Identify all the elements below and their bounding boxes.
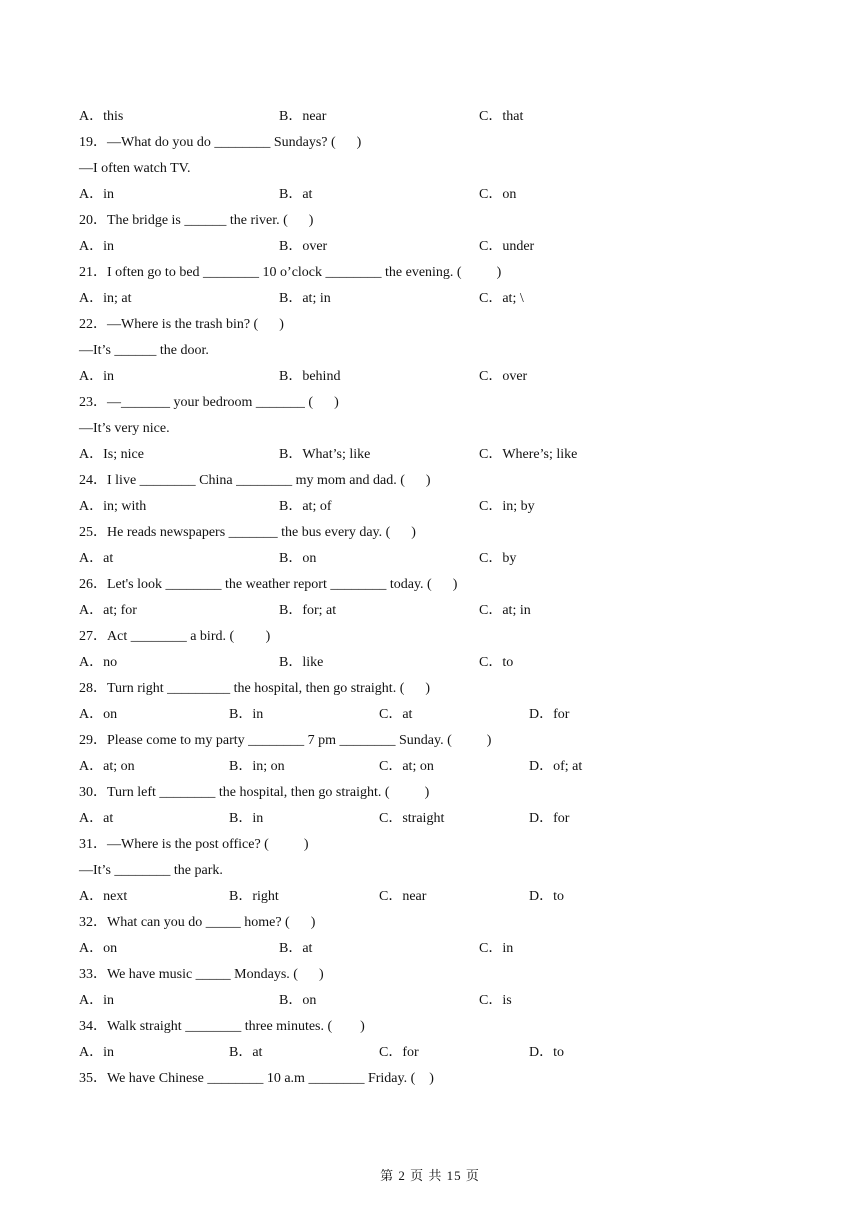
answer-option: D．for xyxy=(529,811,570,826)
answer-options xyxy=(79,991,779,1017)
answer-option: C．under xyxy=(479,239,535,254)
answer-option: A．next xyxy=(79,889,128,904)
answer-option: A．on xyxy=(79,707,118,722)
answer-option: A．at; on xyxy=(79,759,135,774)
question-line: 29．Please come to my party ________ 7 pm ________ Sunday. ( ) xyxy=(79,733,492,748)
answer-option: A．in xyxy=(79,1045,114,1060)
answer-option: A．in xyxy=(79,187,114,202)
question-line: 20．The bridge is ______ the river. ( ) xyxy=(79,213,314,228)
answer-option: A．on xyxy=(79,941,118,956)
answer-option: B．on xyxy=(279,551,317,566)
question-line: 32．What can you do _____ home? ( ) xyxy=(79,915,316,930)
answer-option: B．in xyxy=(229,707,264,722)
answer-options xyxy=(79,887,779,913)
question-line: 30．Turn left ________ the hospital, then go straight. ( ) xyxy=(79,785,430,800)
answer-option: C．in; by xyxy=(479,499,535,514)
answer-options xyxy=(79,237,779,263)
answer-option: C．in xyxy=(479,941,514,956)
answer-option: A．at xyxy=(79,551,114,566)
answer-option: B．near xyxy=(279,109,327,124)
answer-option: A．in; with xyxy=(79,499,147,514)
answer-option: A．at; for xyxy=(79,603,137,618)
answer-option: D．of; at xyxy=(529,759,583,774)
answer-options xyxy=(79,549,779,575)
answer-option: B．in xyxy=(229,811,264,826)
question-line: 26．Let's look ________ the weather report ________ today. ( ) xyxy=(79,577,458,592)
answer-option: C．for xyxy=(379,1045,419,1060)
answer-option: C．is xyxy=(479,993,512,1008)
answer-option: B．behind xyxy=(279,369,341,384)
question-line: —It’s ______ the door. xyxy=(79,343,209,358)
answer-option: C．to xyxy=(479,655,514,670)
answer-option: B．like xyxy=(279,655,324,670)
answer-option: B．at xyxy=(229,1045,263,1060)
question-line: 35．We have Chinese ________ 10 a.m ________ Friday. ( ) xyxy=(79,1071,434,1086)
answer-options xyxy=(79,445,779,471)
answer-options xyxy=(79,289,779,315)
question-line: 25．He reads newspapers _______ the bus every day. ( ) xyxy=(79,525,416,540)
answer-option: D．for xyxy=(529,707,570,722)
answer-option: C．straight xyxy=(379,811,445,826)
question-line: —It’s very nice. xyxy=(79,421,170,436)
page-footer: 第 2 页 共 15 页 xyxy=(380,1168,480,1183)
answer-option: B．over xyxy=(279,239,328,254)
question-line: 24．I live ________ China ________ my mom and dad. ( ) xyxy=(79,473,431,488)
answer-options xyxy=(79,757,779,783)
answer-option: C．Where’s; like xyxy=(479,447,578,462)
answer-option: A．in xyxy=(79,239,114,254)
answer-option: C．at; on xyxy=(379,759,434,774)
answer-option: A．at xyxy=(79,811,114,826)
question-line: —I often watch TV. xyxy=(79,161,191,176)
answer-option: C．at xyxy=(379,707,413,722)
answer-options xyxy=(79,1043,779,1069)
answer-option: B．What’s; like xyxy=(279,447,371,462)
question-line: 28．Turn right _________ the hospital, then go straight. ( ) xyxy=(79,681,431,696)
question-line: 27．Act ________ a bird. ( ) xyxy=(79,629,271,644)
answer-option: A．in xyxy=(79,369,114,384)
answer-option: B．at; of xyxy=(279,499,332,514)
answer-options xyxy=(79,367,779,393)
answer-option: A．Is; nice xyxy=(79,447,144,462)
answer-option: A．in xyxy=(79,993,114,1008)
question-line: 31．—Where is the post office? ( ) xyxy=(79,837,309,852)
answer-option: C．on xyxy=(479,187,517,202)
question-line: 19．—What do you do ________ Sundays? ( ) xyxy=(79,135,362,150)
answer-options xyxy=(79,653,779,679)
answer-option: C．over xyxy=(479,369,528,384)
answer-option: A．this xyxy=(79,109,124,124)
question-line: —It’s ________ the park. xyxy=(79,863,223,878)
answer-option: B．at xyxy=(279,941,313,956)
answer-options xyxy=(79,185,779,211)
answer-options xyxy=(79,809,779,835)
answer-option: C．by xyxy=(479,551,517,566)
answer-options xyxy=(79,107,779,133)
question-line: 34．Walk straight ________ three minutes. ( ) xyxy=(79,1019,365,1034)
answer-option: C．at; in xyxy=(479,603,531,618)
answer-option: C．near xyxy=(379,889,427,904)
question-list xyxy=(79,107,779,1095)
question-line: 22．—Where is the trash bin? ( ) xyxy=(79,317,284,332)
answer-option: B．at; in xyxy=(279,291,331,306)
answer-options xyxy=(79,939,779,965)
answer-option: B．for; at xyxy=(279,603,337,618)
answer-options xyxy=(79,705,779,731)
answer-options xyxy=(79,601,779,627)
answer-option: D．to xyxy=(529,1045,564,1060)
answer-option: A．in; at xyxy=(79,291,132,306)
answer-option: B．right xyxy=(229,889,279,904)
answer-option: D．to xyxy=(529,889,564,904)
question-line: 33．We have music _____ Mondays. ( ) xyxy=(79,967,324,982)
answer-option: A．no xyxy=(79,655,118,670)
question-line: 21．I often go to bed ________ 10 o’clock ________ the evening. ( ) xyxy=(79,265,502,280)
answer-option: C．that xyxy=(479,109,524,124)
question-line: 23．—_______ your bedroom _______ ( ) xyxy=(79,395,339,410)
answer-options xyxy=(79,497,779,523)
answer-option: B．at xyxy=(279,187,313,202)
answer-option: C．at; \ xyxy=(479,291,524,306)
answer-option: B．in; on xyxy=(229,759,285,774)
answer-option: B．on xyxy=(279,993,317,1008)
